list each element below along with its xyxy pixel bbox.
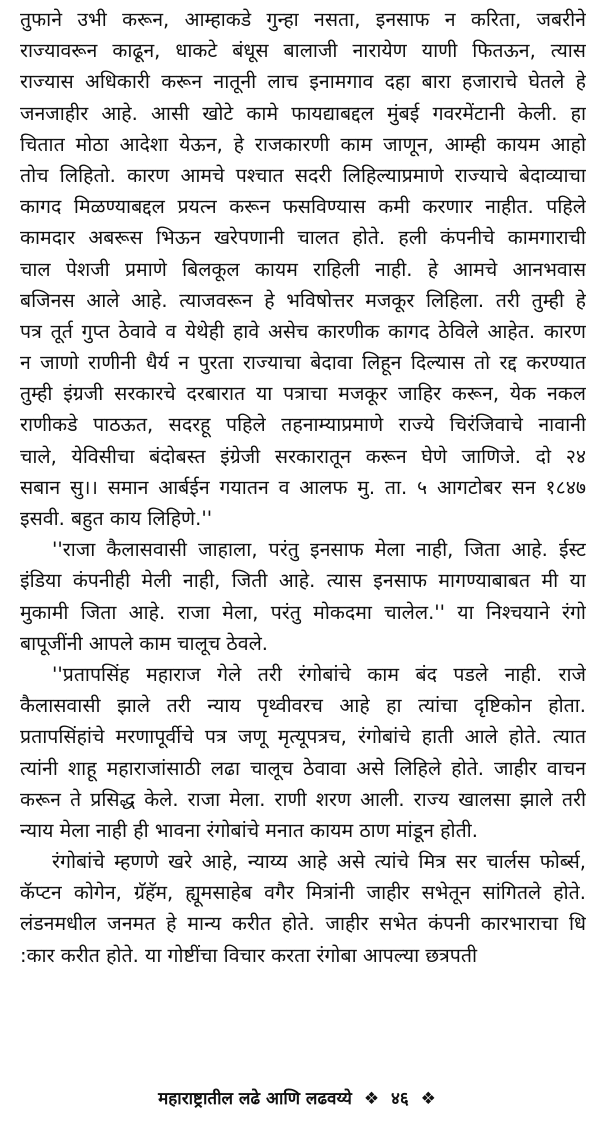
text-line: तोच लिहितो. कारण आमचे पश्चात सदरी लिहिल्याप्रमाणे राज्याचे बेदाव्याचा [20, 163, 586, 187]
text-line: चाले, येविसीचा बंदोबस्त इंग्रेजी सरकारातून करून घेणे जाणिजे. दो २४ [20, 444, 586, 468]
text-line: बजिनस आले आहे. त्याजवरून हे भविषोत्तर मजकूर लिहिला. तरी तुम्ही हे [20, 288, 586, 312]
ornament-icon: ❖ [363, 1089, 380, 1109]
footer-title: महाराष्ट्रातील लढे आणि लढवय्ये [158, 1089, 352, 1109]
text-line: बापूजींनी आपले काम चालूच ठेवले. [20, 631, 268, 655]
text-line: :कार करीत होते. या गोष्टींचा विचार करता रंगोबा आपल्या छत्रपती [20, 943, 478, 967]
body-text [20, 4, 586, 971]
text-line: तुम्ही इंग्रजी सरकारचे दरबारात या पत्राचा मजकूर जाहिर करून, येक नकल [20, 382, 586, 406]
text-line: सबान सु।। समान आर्बईन गयातन व आलफ मु. ता. ५ आगटोबर सन १८४७ [20, 475, 586, 499]
text-line: रंगोबांचे म्हणणे खरे आहे, न्याय्य आहे असे त्यांचे मित्र सर चार्लस फोर्ब्स, [52, 850, 586, 874]
ornament-icon: ❖ [420, 1089, 436, 1109]
text-line: त्यांनी शाहू महाराजांसाठी लढा चालूच ठेवावा असे लिहिले होते. जाहीर वाचन [20, 756, 586, 780]
text-line: मुकामी जिता आहे. राजा मेला, परंतु मोकदमा चालेल.'' या निश्चयाने रंगो [20, 600, 586, 624]
text-line: करून ते प्रसिद्ध केले. राजा मेला. राणी शरण आली. राज्य खालसा झाले तरी [20, 787, 586, 811]
text-line: चितात मोठा आदेशा येऊन, हे राजकारणी काम जाणून, आम्ही कायम आहो [20, 132, 586, 156]
text-line: ''प्रतापसिंह महाराज गेले तरी रंगोबांचे काम बंद पडले नाही. राजे [52, 662, 586, 686]
text-line: कैलासवासी झाले तरी न्याय पृथ्वीवरच आहे हा त्यांचा दृष्टिकोन होता. [20, 694, 586, 718]
text-line: पत्र तूर्त गुप्त ठेवावे व येथेही हावे असेच कारणीक कागद ठेविले आहेत. कारण [20, 319, 586, 343]
text-line: राणीकडे पाठऊत, सदरहू पहिले तहनाम्याप्रमाणे राज्ये चिरंजिवाचे नावानी [20, 413, 586, 437]
text-line: चाल पेशजी प्रमाणे बिलकूल कायम राहिली नाही. हे आमचे आनभवास [20, 257, 586, 281]
text-line: कॅप्टन कोगेन, ग्रॅहॅम, ह्यूमसाहेब वगैर मित्रांनी जाहीर सभेतून सांगितले होते. [20, 881, 586, 905]
text-line: प्रतापसिंहांचे मरणापूर्वीचे पत्र जणू मृत्यूपत्रच, रंगोबांचे हाती आले होते. त्यात [20, 725, 586, 749]
text-line: लंडनमधील जनमत हे मान्य करीत होते. जाहीर सभेत कंपनी कारभाराचा धि [20, 912, 586, 936]
text-line: कामदार अबरूस भिऊन खरेपणानी चालत होते. हली कंपनीचे कामगाराची [20, 226, 586, 250]
page-footer [0, 1082, 600, 1116]
text-line: न्याय मेला नाही ही भावना रंगोबांचे मनात कायम ठाण मांडून होती. [20, 818, 478, 842]
text-line: ''राजा कैलासवासी जाहाला, परंतु इनसाफ मेला नाही, जिता आहे. ईस्ट [52, 538, 586, 562]
text-line: राज्यावरून काढून, धाकटे बंधूस बालाजी नारायेण याणी फितऊन, त्यास [20, 39, 586, 63]
page-number: ४६ [391, 1089, 409, 1109]
text-line: जनजाहीर आहे. आसी खोटे कामे फायद्याबद्दल मुंबई गवरमेंटानी केली. हा [20, 101, 586, 125]
text-line: तुफाने उभी करून, आम्हाकडे गुन्हा नसता, इनसाफ न करिता, जबरीने [20, 8, 586, 31]
text-line: इसवी. बहुत काय लिहिणे.'' [20, 507, 213, 530]
text-line: कागद मिळण्याबद्दल प्रयत्न करून फसविण्यास कमी करणार नाहीत. पहिले [20, 195, 586, 219]
text-line: इंडिया कंपनीही मेली नाही, जिती आहे. त्यास इनसाफ मागण्याबाबत मी या [20, 569, 586, 593]
text-line: राज्यास अधिकारी करून नातूनी लाच इनामगाव दहा बारा हजाराचे घेतले हे [20, 70, 586, 94]
text-line: न जाणो राणीनी धैर्य न पुरता राज्याचा बेदावा लिहून दिल्यास तो रद्द करण्यात [20, 351, 586, 375]
